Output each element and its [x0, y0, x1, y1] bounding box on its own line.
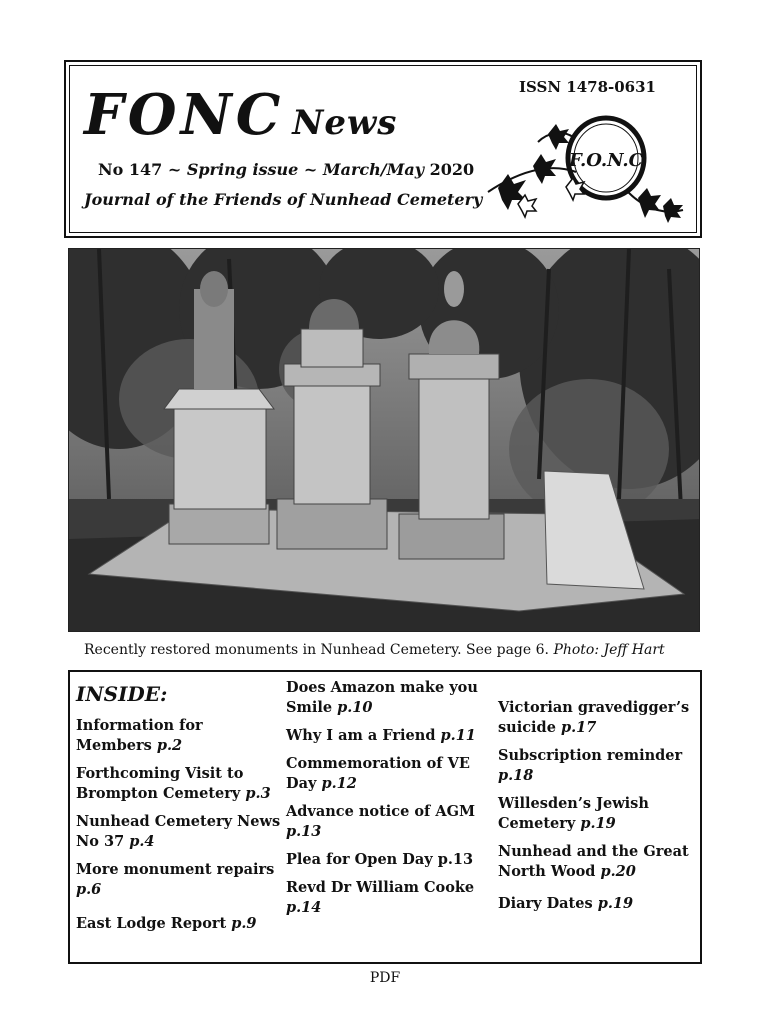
contents-item[interactable]: Commemoration of VE Day p.12 — [286, 755, 470, 792]
contents-item[interactable]: Nunhead Cemetery News No 37 p.4 — [76, 813, 281, 850]
contents-box — [68, 670, 702, 964]
contents-item[interactable]: Subscription reminder p.18 — [498, 747, 683, 784]
contents-item[interactable]: Plea for Open Day p.13 — [286, 851, 474, 868]
pdf-label: PDF — [369, 970, 401, 986]
contents-item[interactable]: Victorian gravedigger’s suicide p.17 — [498, 699, 690, 736]
photo-caption — [84, 642, 665, 658]
caption-text: Recently restored monuments in Nunhead Cemetery. See page 6. — [84, 642, 554, 658]
contents-column-3 — [498, 698, 698, 922]
issue-season: Spring issue ~ March/May — [186, 160, 425, 179]
contents-item[interactable]: More monument repairs p.6 — [76, 861, 275, 898]
contents-column-2 — [286, 678, 492, 926]
fonc-logo — [478, 102, 688, 227]
issue-line — [98, 160, 474, 179]
contents-item[interactable]: Why I am a Friend p.11 — [286, 727, 476, 744]
contents-column-1 — [76, 678, 282, 942]
journal-subtitle: Journal of the Friends of Nunhead Cemetery — [84, 190, 483, 209]
cemetery-monuments-image — [69, 249, 700, 632]
logo-lettering: F.O.N.C — [568, 150, 644, 171]
contents-item[interactable]: Information for Members p.2 — [76, 717, 203, 754]
contents-item[interactable]: East Lodge Report p.9 — [76, 915, 257, 932]
contents-item[interactable]: Advance notice of AGM p.13 — [286, 803, 476, 840]
caption-credit: Photo: Jeff Hart — [553, 642, 665, 658]
issue-year: 2020 — [424, 160, 475, 179]
contents-item[interactable]: Revd Dr William Cooke p.14 — [286, 879, 475, 916]
inside-heading: INSIDE: — [76, 682, 168, 706]
masthead — [64, 60, 702, 238]
issn: ISSN 1478-0631 — [518, 78, 656, 96]
contents-item[interactable]: Nunhead and the Great North Wood p.20 — [498, 843, 689, 880]
issue-number: No 147 ~ — [98, 160, 187, 179]
contents-item[interactable]: Forthcoming Visit to Brompton Cemetery p.3 — [76, 765, 271, 802]
contents-item[interactable]: Willesden’s Jewish Cemetery p.19 — [498, 795, 649, 832]
contents-item[interactable]: Does Amazon make you Smile p.10 — [286, 679, 478, 716]
title-fonc: FONC — [84, 82, 285, 148]
title-news: News — [292, 103, 398, 143]
cover-photo — [68, 248, 700, 632]
newsletter-title — [84, 82, 397, 148]
contents-item[interactable]: Diary Dates p.19 — [498, 895, 634, 912]
